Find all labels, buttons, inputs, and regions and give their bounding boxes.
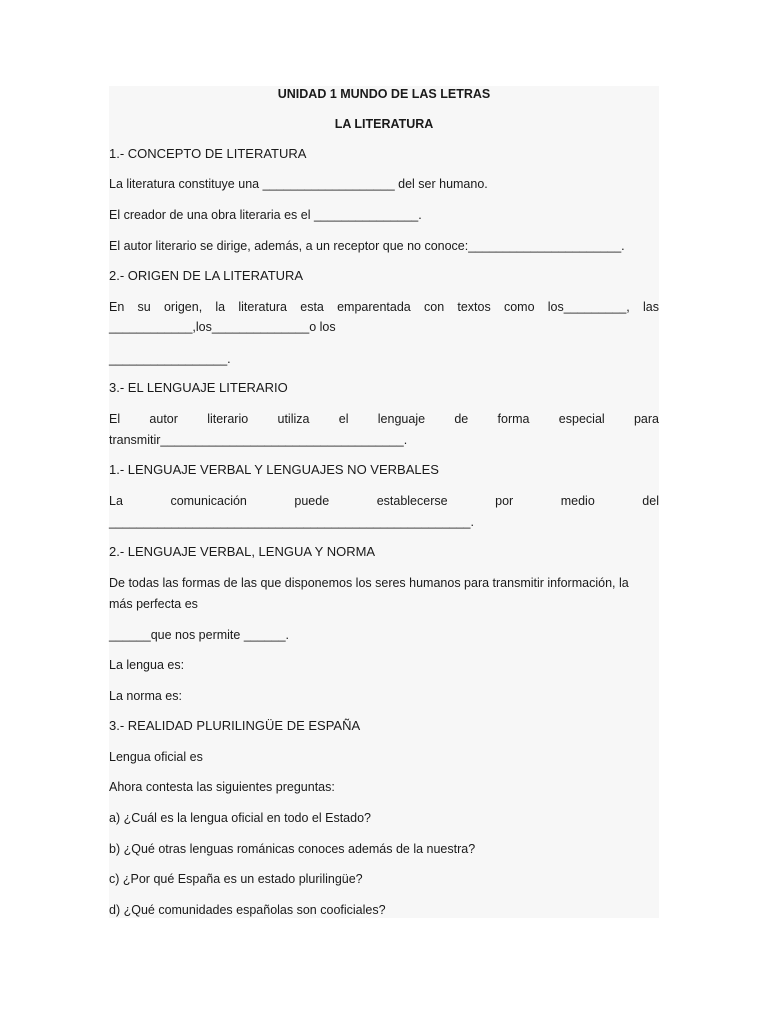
text-line: El autor literario se dirige, además, a un receptor que no conoce:______________________. bbox=[109, 239, 625, 253]
text-line: La lengua es: bbox=[109, 658, 185, 672]
section-heading-plurilingue: 3.- REALIDAD PLURILINGÜE DE ESPAÑA bbox=[109, 718, 361, 733]
section-heading-concepto: 1.- CONCEPTO DE LITERATURA bbox=[109, 146, 307, 161]
section-heading-origen: 2.- ORIGEN DE LA LITERATURA bbox=[109, 268, 304, 283]
text-line: _________________. bbox=[109, 352, 231, 366]
question-b: b) ¿Qué otras lenguas románicas conoces además de la nuestra? bbox=[109, 842, 476, 856]
text-line: Lengua oficial es bbox=[109, 750, 203, 764]
text-line: En su origen, la literatura esta emparentada con textos como los_________, las bbox=[109, 300, 659, 314]
question-a: a) ¿Cuál es la lengua oficial en todo el Estado? bbox=[109, 811, 371, 825]
section-heading-lengua-norma: 2.- LENGUAJE VERBAL, LENGUA Y NORMA bbox=[109, 544, 376, 559]
document-title: UNIDAD 1 MUNDO DE LAS LETRAS bbox=[277, 87, 491, 101]
section-heading-lenguaje-literario: 3.- EL LENGUAJE LITERARIO bbox=[109, 380, 288, 395]
document-subtitle: LA LITERATURA bbox=[334, 117, 434, 131]
section-heading-lenguaje-verbal: 1.- LENGUAJE VERBAL Y LENGUAJES NO VERBALES bbox=[109, 462, 439, 477]
document-page bbox=[109, 86, 659, 918]
question-d: d) ¿Qué comunidades españolas son cooficiales? bbox=[109, 903, 386, 917]
text-line: ______que nos permite ______. bbox=[109, 628, 290, 642]
text-line: La comunicación puede establecerse por medio del bbox=[109, 494, 659, 508]
text-line: De todas las formas de las que disponemos los seres humanos para transmitir información, la bbox=[109, 576, 629, 590]
text-line: Ahora contesta las siguientes preguntas: bbox=[109, 780, 335, 794]
text-line: ____________________________________________________. bbox=[109, 515, 474, 529]
text-line: La literatura constituye una ___________________ del ser humano. bbox=[109, 177, 488, 191]
question-c: c) ¿Por qué España es un estado plurilingüe? bbox=[109, 872, 363, 886]
text-line: más perfecta es bbox=[109, 597, 198, 611]
text-line: La norma es: bbox=[109, 689, 182, 703]
text-line: El creador de una obra literaria es el _______________. bbox=[109, 208, 422, 222]
text-line: El autor literario utiliza el lenguaje de forma especial para bbox=[109, 412, 659, 426]
text-line: ____________,los______________o los bbox=[109, 320, 336, 334]
text-line: transmitir___________________________________. bbox=[109, 433, 408, 447]
